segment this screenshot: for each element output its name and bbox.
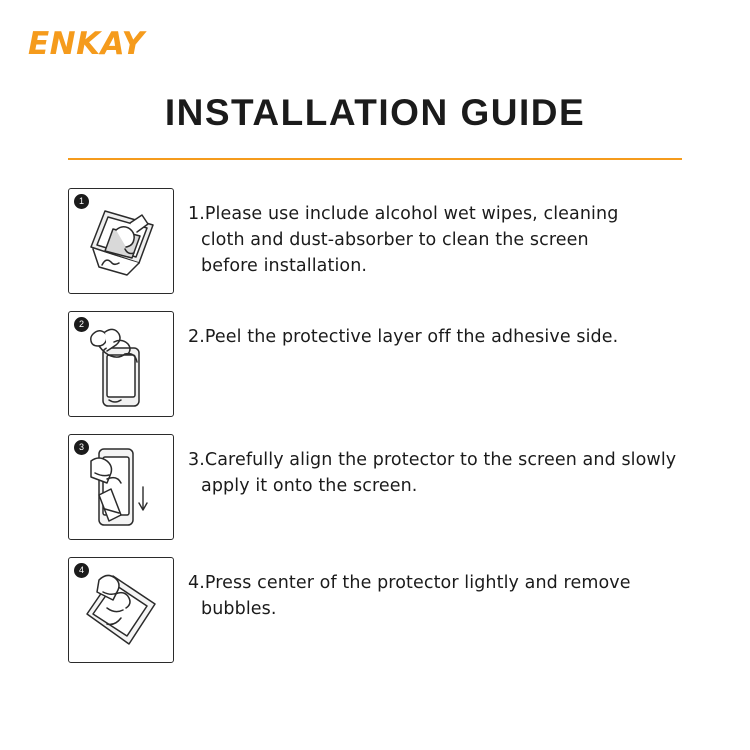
step-1-line-3: before installation. [201, 256, 368, 276]
step-3-badge: 3 [74, 440, 89, 455]
step-1-illustration [68, 188, 174, 294]
list-item [68, 434, 700, 540]
step-4-badge: 4 [74, 563, 89, 578]
step-1-text [174, 188, 618, 279]
step-2-line-1: 2.Peel the protective layer off the adhesive side. [188, 327, 619, 347]
step-3-text [174, 434, 676, 499]
step-1-line-2: cloth and dust-absorber to clean the screen [201, 230, 589, 250]
step-2-badge: 2 [74, 317, 89, 332]
list-item [68, 188, 700, 294]
step-3-line-1: 3.Carefully align the protector to the screen and slowly [188, 450, 677, 470]
title-divider [68, 158, 682, 160]
step-3-line-2: apply it onto the screen. [201, 476, 418, 496]
brand-logo: ENKAY [28, 26, 145, 62]
step-2-illustration [68, 311, 174, 417]
page-title: INSTALLATION GUIDE [164, 92, 586, 133]
step-1-badge: 1 [74, 194, 89, 209]
step-4-illustration [68, 557, 174, 663]
list-item [68, 311, 700, 417]
step-4-line-1: 4.Press center of the protector lightly and remove [188, 573, 631, 593]
step-2-text [174, 311, 618, 350]
list-item [68, 557, 700, 663]
step-4-text [174, 557, 631, 622]
step-3-illustration [68, 434, 174, 540]
step-1-line-1: 1.Please use include alcohol wet wipes, cleaning [188, 204, 619, 224]
steps-list [68, 188, 700, 680]
step-4-line-2: bubbles. [201, 599, 277, 619]
